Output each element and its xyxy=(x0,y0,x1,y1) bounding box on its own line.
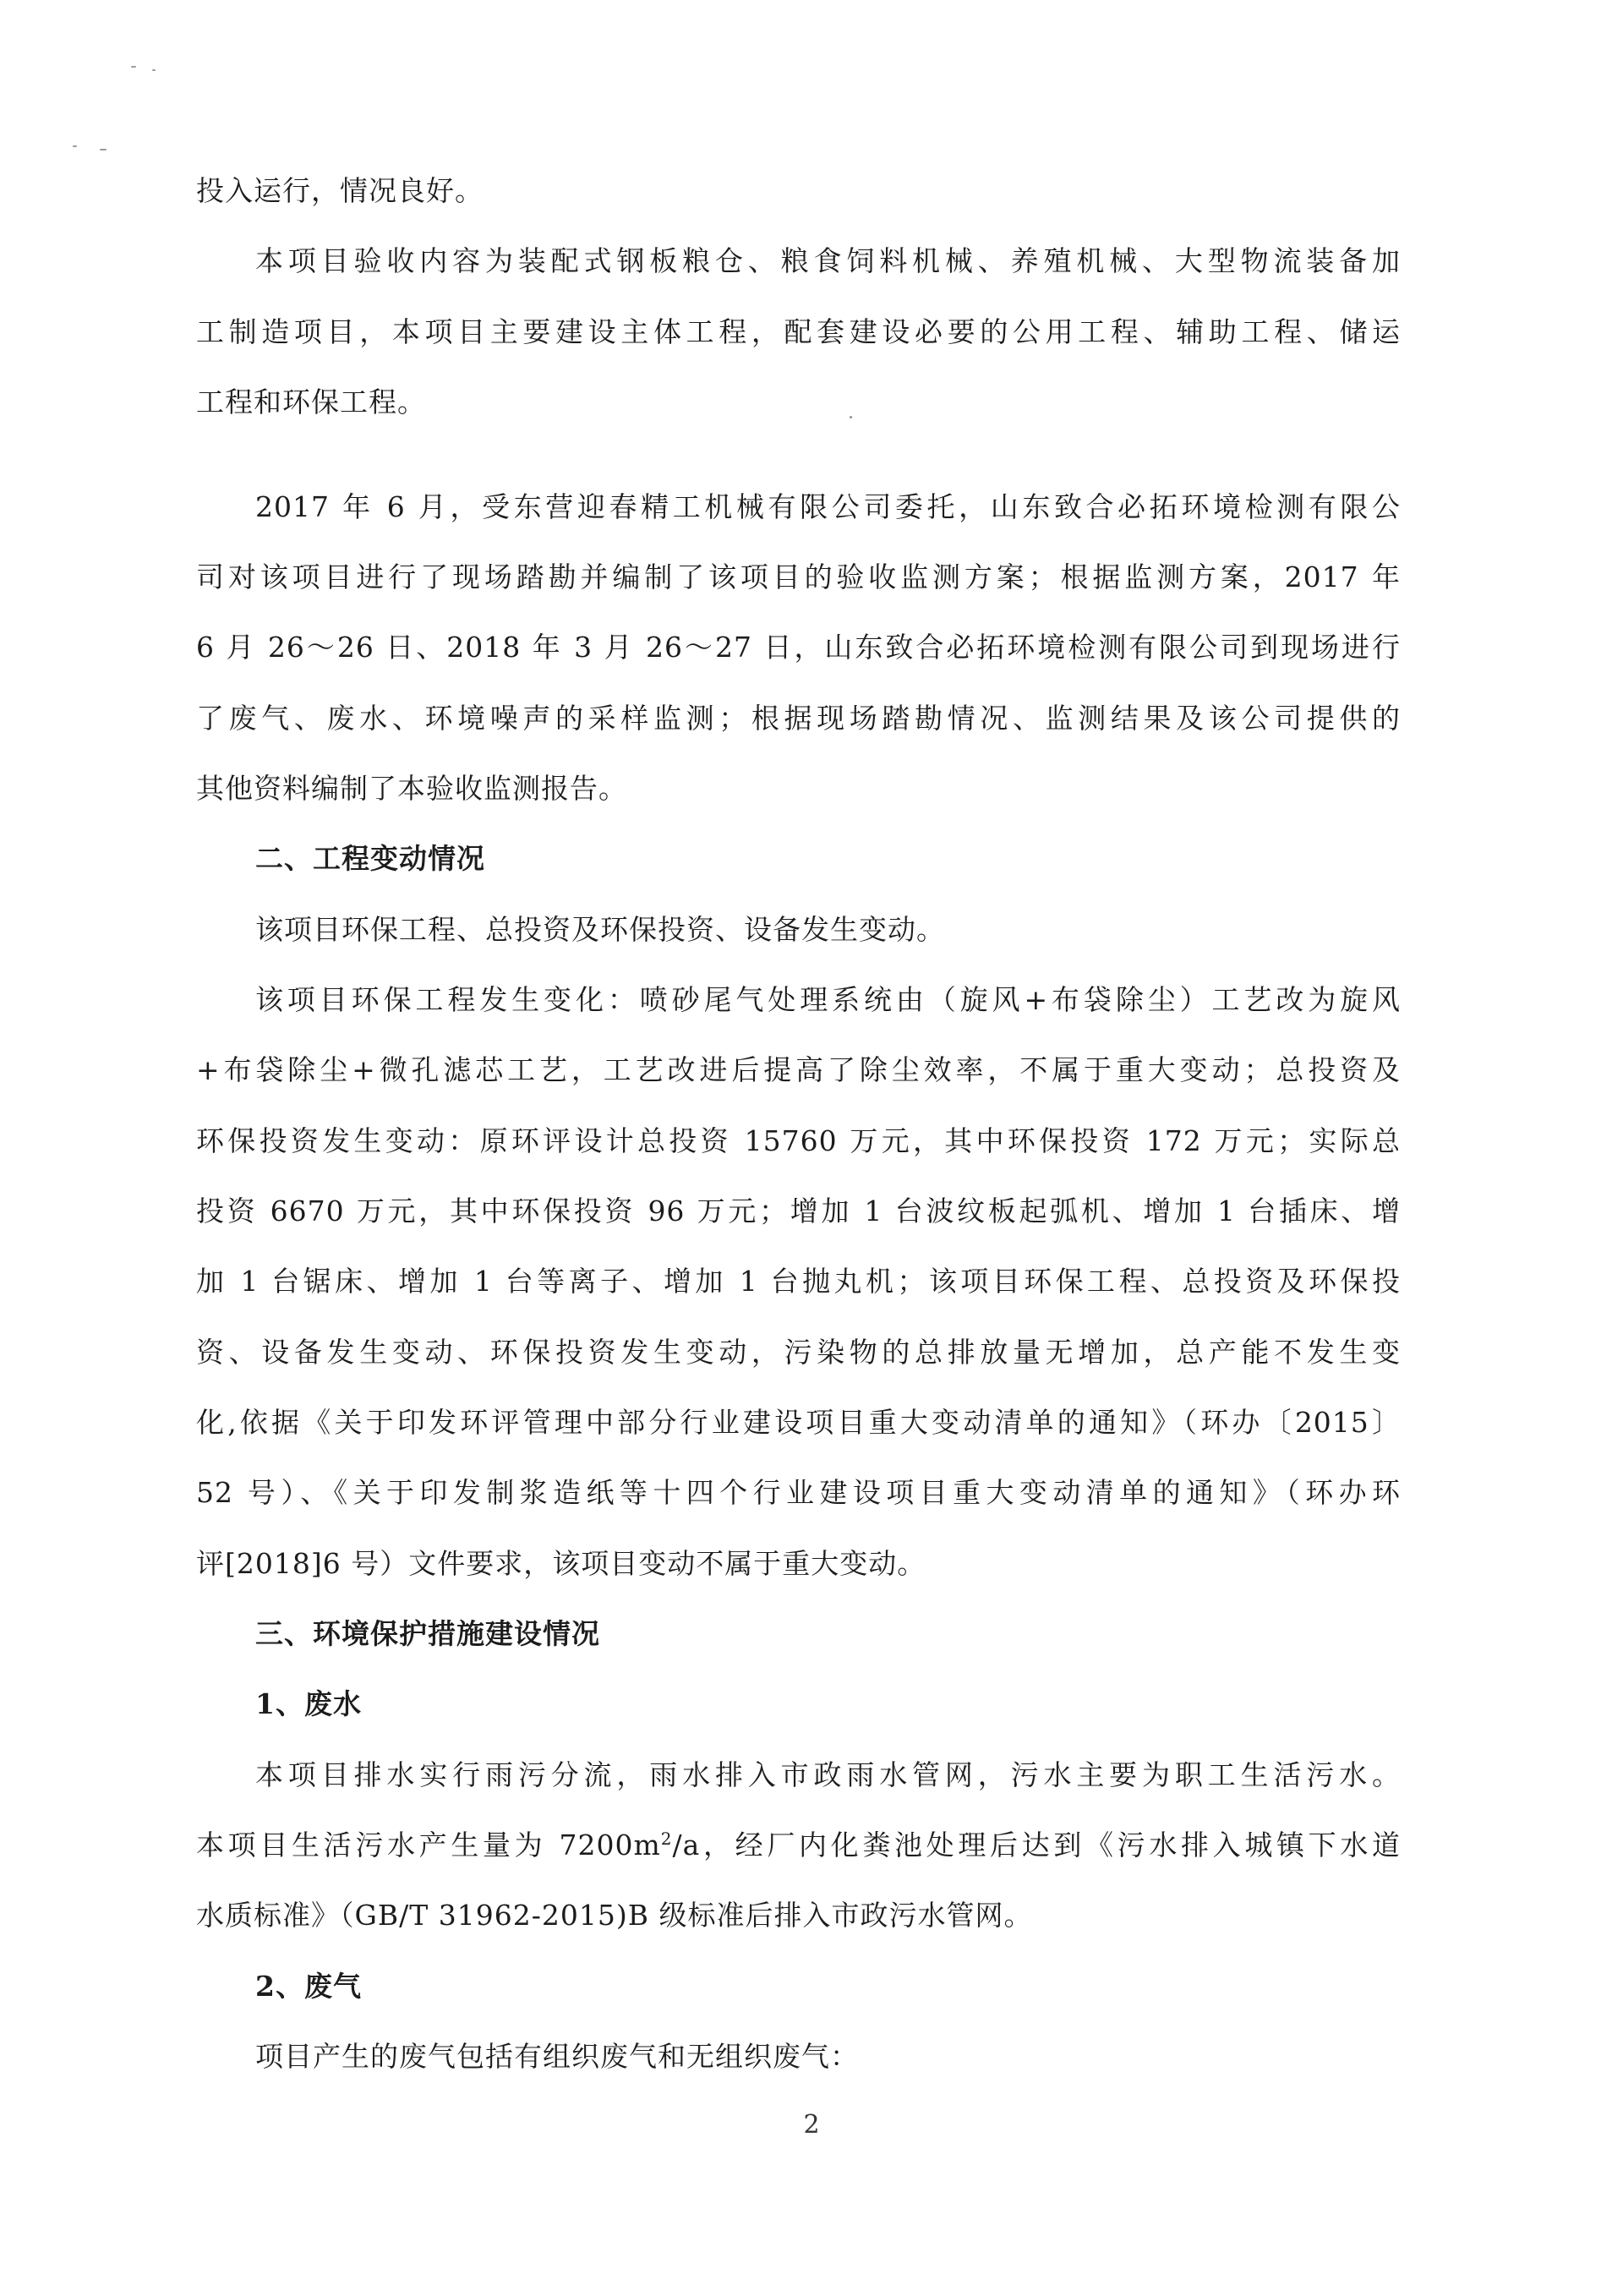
body-line xyxy=(196,1829,1401,1862)
section-heading: 二、工程变动情况 xyxy=(255,842,485,875)
subsection-heading: 2、废气 xyxy=(255,1970,362,2003)
body-line: +布袋除尘+微孔滤芯工艺，工艺改进后提高了除尘效率，不属于重大变动；总投资及 xyxy=(196,1053,1401,1086)
body-line: 工制造项目，本项目主要建设主体工程，配套建设必要的公用工程、辅助工程、储运 xyxy=(196,315,1401,348)
body-line: 本项目验收内容为装配式钢板粮仓、粮食饲料机械、养殖机械、大型物流装备加 xyxy=(255,244,1401,277)
scan-speck xyxy=(73,145,77,147)
body-text: /a， xyxy=(672,1829,735,1861)
body-line: 项目产生的废气包括有组织废气和无组织废气： xyxy=(255,2040,859,2073)
body-line: 工程和环保工程。 xyxy=(196,385,426,418)
page-number: 2 xyxy=(803,2110,820,2140)
body-line: 6 月 26～26 日、2018 年 3 月 26～27 日，山东致合必拓环境检测有限公司到现场进行 xyxy=(196,631,1401,664)
body-line: 了废气、废水、环境噪声的采样监测；根据现场踏勘情况、监测结果及该公司提供的 xyxy=(196,702,1401,735)
body-line: 化,依据《关于印发环评管理中部分行业建设项目重大变动清单的通知》（环办〔2015〕 xyxy=(196,1406,1401,1439)
superscript: 2 xyxy=(660,1829,673,1849)
body-line: 本项目排水实行雨污分流，雨水排入市政雨水管网，污水主要为职工生活污水。 xyxy=(255,1758,1401,1791)
section-heading: 三、环境保护措施建设情况 xyxy=(255,1617,600,1650)
body-line: 加 1 台锯床、增加 1 台等离子、增加 1 台抛丸机；该项目环保工程、总投资及环保投 xyxy=(196,1265,1401,1298)
body-line: 司对该项目进行了现场踏勘并编制了该项目的验收监测方案；根据监测方案，2017 年 xyxy=(196,560,1401,593)
body-line: 其他资料编制了本验收监测报告。 xyxy=(196,772,627,805)
body-line: 评[2018]6 号）文件要求，该项目变动不属于重大变动。 xyxy=(196,1547,926,1580)
scan-speck xyxy=(100,149,107,150)
body-line: 2017 年 6 月，受东营迎春精工机械有限公司委托，山东致合必拓环境检测有限公 xyxy=(255,490,1401,523)
body-line: 投入运行，情况良好。 xyxy=(196,174,484,207)
body-line: 52 号）、《关于印发制浆造纸等十四个行业建设项目重大变动清单的通知》（环办环 xyxy=(196,1476,1401,1509)
body-line: 水质标准》（GB/T 31962-2015)B 级标准后排入市政污水管网。 xyxy=(196,1899,1033,1932)
scan-speck xyxy=(131,66,136,68)
body-line: 投资 6670 万元，其中环保投资 96 万元；增加 1 台波纹板起弧机、增加 1 台插床、增 xyxy=(196,1194,1401,1227)
scan-speck xyxy=(152,69,156,71)
body-line: 该项目环保工程发生变化：喷砂尾气处理系统由（旋风+布袋除尘）工艺改为旋风 xyxy=(255,983,1401,1016)
body-line: 环保投资发生变动：原环评设计总投资 15760 万元，其中环保投资 172 万元；实际总 xyxy=(196,1124,1401,1157)
body-line: 资、设备发生变动、环保投资发生变动，污染物的总排放量无增加，总产能不发生变 xyxy=(196,1336,1401,1369)
scan-speck xyxy=(850,416,852,418)
body-text: 经厂内化粪池处理后达到《污水排入城镇下水道 xyxy=(735,1829,1402,1861)
subsection-heading: 1、废水 xyxy=(255,1687,362,1720)
body-line: 该项目环保工程、总投资及环保投资、设备发生变动。 xyxy=(255,913,945,946)
body-text: 本项目生活污水产生量为 7200m xyxy=(196,1829,661,1861)
